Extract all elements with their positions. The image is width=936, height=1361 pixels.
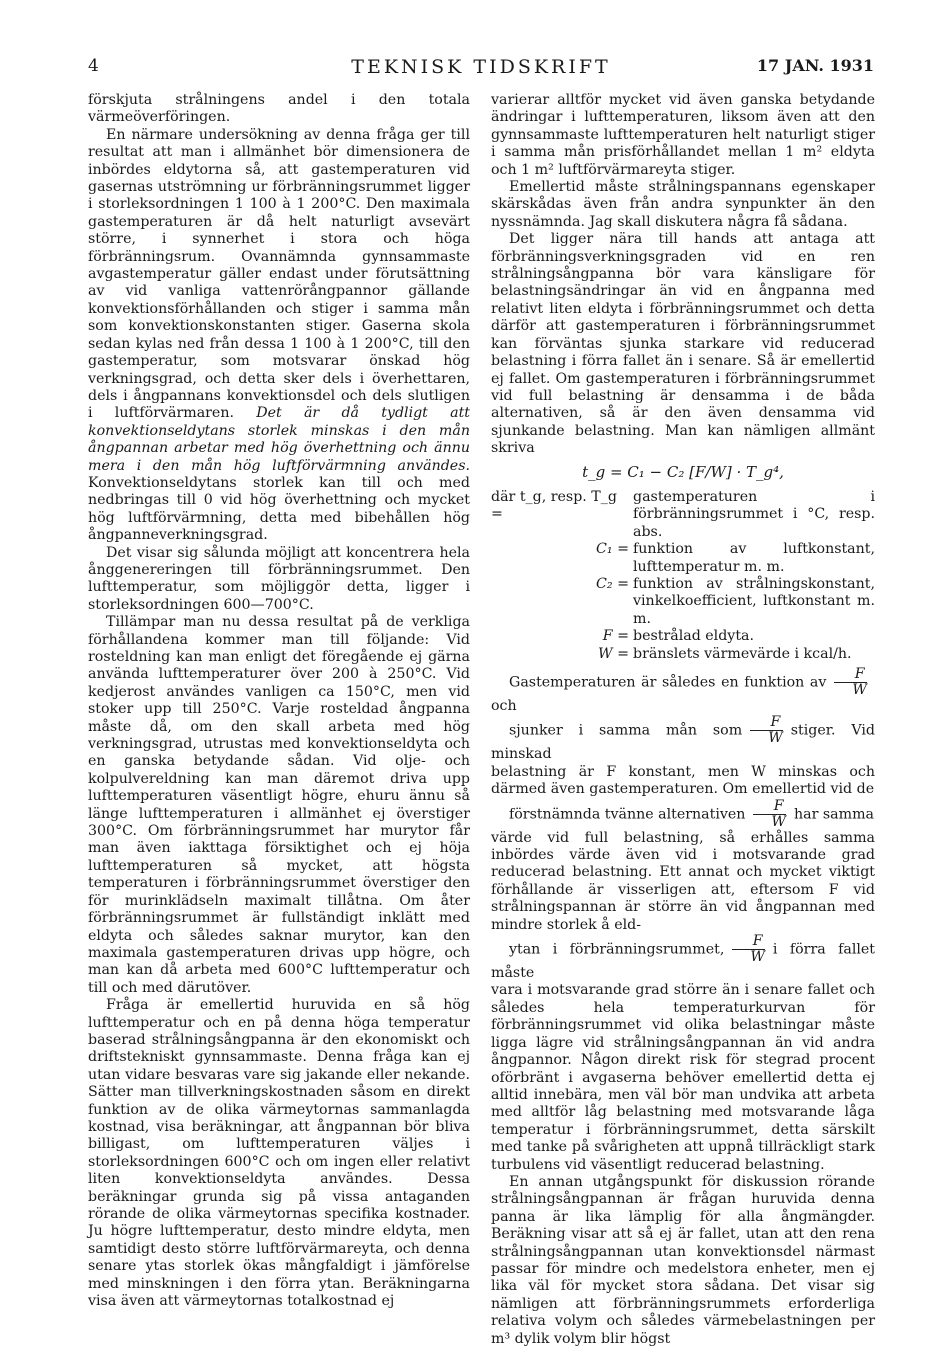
fraction-denominator: W <box>750 949 765 966</box>
paragraph: En annan utgångspunkt för diskussion rörande strålningsångpannan är frågan huruvida denna panna är lika lämplig för alla ångmängder. Beräkning visar att så ej är fallet, utan att den rena strålningsångpannan utan konvektionsdel närmast passar för mindre och medelstora enheter, men ej lika väl för mycket stora sådana. Det visar sig nämligen att förbränningsrummets erforderliga relativa volym och således värmebelastningen per m³ dylik volym blir högst <box>491 1173 875 1347</box>
definition-row <box>491 646 875 663</box>
issue-date: 17 JAN. 1931 <box>756 56 874 75</box>
paragraph: Det visar sig sålunda möjligt att koncentrera hela ånggenereringen till förbränningsrummet. Den lufttemperatur, som möjliggör detta, ligger i storleksordningen 600—700°C. <box>88 544 470 613</box>
fraction <box>753 799 786 830</box>
fraction <box>750 715 783 746</box>
text-line <box>491 667 875 715</box>
fraction <box>732 934 765 965</box>
paragraph-text: Konvektionseldytans storlek kan till och med nedbringas till 0 vid hög överhettning och mycket hög luftförvärmning, detta med bibehållen hög ångpanneverkningsgrad. <box>88 474 470 544</box>
definition-text: bestrålad eldyta. <box>633 628 754 645</box>
text-line <box>491 799 875 830</box>
definition-text: bränslets värmevärde i kcal/h. <box>633 645 852 662</box>
definition-row <box>491 576 875 628</box>
definition-text: gastemperaturen i förbränningsrummet i °C, resp. abs. <box>633 488 875 540</box>
emphasis-text: Det är då tydligt att konvektionseldytans storlek minskas i den mån ångpannan arbetar med hög överhettning och ännu mera i den mån hög luftförvärmning användes. <box>88 405 470 474</box>
text-line <box>491 934 875 982</box>
line-text: stiger. Vid minskad <box>491 722 875 763</box>
definition-symbol: W = <box>598 645 629 662</box>
definition-symbol: där t_g, resp. T_g = <box>491 488 617 523</box>
fraction-denominator: W <box>771 813 787 830</box>
paragraph-text: En närmare undersökning av denna fråga ger till resultat att man i allmänhet bör dimensionera de inbördes eldytorna så, att gastemperaturen vid gasernas utströmning ur förbränningsrummet ligger i storleksordningen 1 100 à 1 200°C. Den maximala gastemperaturen är då helt naturligt avsevärt större, i synnerhet i stora och höga förbränningsrum. Ovannämnda gynnsammaste avgastemperatur gäller endast under förutsättning av vid vanliga vattenrörångpannor gällande konvektionsförhållanden och stiger i samma mån som konvektionskonstanten stiger. Gaserna skola sedan kylas ned från dessa 1 100 à 1 200°C, till den gastemperatur, som motsvarar önskad hög verkningsgrad, och detta sker dels i överhettaren, dels i ångpannans konvektionsdel och dels slutligen i luftförvärmaren. <box>88 126 470 422</box>
fraction-numerator: F <box>732 934 765 950</box>
line-text: har samma <box>794 806 875 823</box>
line-text: i förra fallet måste <box>491 941 875 982</box>
fraction-denominator: W <box>768 730 783 747</box>
paragraph: förskjuta strålningens andel i den totala värmeöverföringen. <box>88 92 470 126</box>
line-text: och <box>491 698 517 714</box>
fraction <box>834 667 867 698</box>
definition-text: funktion av luftkonstant, lufttemperatur m. m. <box>633 541 875 575</box>
definition-symbol: F = <box>602 628 629 645</box>
definition-symbol: C₂ = <box>596 575 629 592</box>
definitions <box>491 489 875 663</box>
paragraph <box>88 127 470 545</box>
paragraph: Emellertid måste strålningspannans egenskaper skärskådas även från andra synpunkter än den nyssnämnda. Jag skall diskutera några få sådana. <box>491 179 875 230</box>
page-number: 4 <box>88 56 99 76</box>
fraction-numerator: F <box>834 667 867 683</box>
paragraph: belastning är F konstant, men W minskas och därmed även gastemperaturen. Om emellertid vid de <box>491 763 875 798</box>
line-text: förstnämnda tvänne alternativen <box>509 806 746 823</box>
line-text: sjunker i samma mån som <box>509 722 743 739</box>
right-column <box>491 92 875 1348</box>
fraction-denominator: W <box>852 682 867 698</box>
line-text: ytan i förbränningsrummet, <box>509 941 725 958</box>
paragraph: vara i motsvarande grad större än i senare fallet och således hela temperaturkurvan för förbränningsrummet vid olika belastningar måste ligga lägre vid strålningsångpannan än vid andra ångpannor. Någon direkt risk för stegrad procent oförbränt i avgaserna behöver emellertid detta ej alltid innebära, men väl bör man undvika att arbeta med alltför låg belastning med motsvarande låga temperatur i förbränningsrummet, detta särskilt med tanke på svårigheten att uppnå tillräckligt stark turbulens vid väsentligt reducerad belastning. <box>491 982 875 1173</box>
left-column <box>88 92 470 1310</box>
formula: t_g = C₁ − C₂ [F/W] · T_g⁴, <box>582 462 784 481</box>
definition-text: funktion av strålningskonstant, vinkelkoefficient, luftkonstant m. m. <box>633 575 875 627</box>
definition-symbol: C₁ = <box>596 541 629 558</box>
paragraph: värde vid full belastning, så erhålles samma inbördes värde även vid i motsvarande grad reducerad belastning. Ett annat och mycket viktigt förhållande är visserligen att, eftersom F vid strålningspannan är större än vid ångpannan med mindre storlek å eld- <box>491 829 875 933</box>
definition-row <box>491 489 875 541</box>
paragraph: Fråga är emellertid huruvida en så hög lufttemperatur och en på denna höga temperatur baserad strålningsångpanna är den ekonomiskt och driftstekniskt gynnsammaste. Denna fråga kan ej utan vidare besvaras vare sig jakande eller nekande. Sätter man tillverkningskostnaden såsom en direkt funktion av de olika värmeytornas sammanlagda kostnad, visa beräkningar, att ångpannan bör bliva billigast, om lufttemperaturen väljes i storleksordningen 600°C och om ingen eller relativt liten konvektionseldyta användes. Dessa beräkningar grunda sig på vissa antaganden rörande de olika värmeytornas specifika kostnader. Ju högre lufttemperatur, desto mindre eldyta, men samtidigt desto större luftförvärmareyta, och denna senare ytas storlek ökas mångfaldigt i jämförelse med minskningen i den förra ytan. Beräkningarna visa även att värmeytornas totalkostnad ej <box>88 997 470 1310</box>
journal-title: TEKNISK TIDSKRIFT <box>351 56 611 78</box>
fraction-numerator: F <box>750 715 783 731</box>
definition-row <box>491 628 875 645</box>
paragraph: Tillämpar man nu dessa resultat på de verkliga förhållandena kommer man till följande: Vid rosteldning kan man enligt det föregående ej gärna använda lufttemperaturer över 200 à 250°C. Vid kedjerost användes vanligen ca 150°C, men vid stoker upp till 250°C. Varje rosteldad ångpanna måste då, om den skall arbeta med hög verkningsgrad, utrustas med konvektionseldyta och en ganska betydande sådan. Vid olje- och kolpulvereldning kan man däremot driva upp lufttemperaturen väsentligt högre, ehuru ännu så länge lufttemperaturen i allmänhet ej överstiger 300°C. Om förbränningsrummet har murytor får man även iakttaga försiktighet och ej höja lufttemperaturen så mycket, att högsta temperaturen i förbränningsrummet överstiger den för murinklädseln maximalt tillåtna. Om åter förbränningsrummet är fullständigt inklätt med eldyta och således saknar murytor, kan den maximala gastemperaturen drivas upp högre, och man kan då arbeta med 600°C lufttemperatur och till och med därutöver. <box>88 614 470 996</box>
paragraph: varierar alltför mycket vid även ganska betydande ändringar i lufttemperaturen, liksom även att den gynnsammaste lufttemperaturen helt naturligt stiger i samma mån prisförhållandet mellan 1 m² eldyta och 1 m² luftförvärmareyta stiger. <box>491 92 875 178</box>
paragraph: Det ligger nära till hands att antaga att förbränningsverkningsgraden vid en ren strålningsångpanna bör vara känsligare för belastningsändringar än vid en ångpanna med relativt liten eldyta i förbränningsrummet och detta därför att gastemperaturen i förbränningsrummet kan förväntas sjunka starkare vid reducerad belastning i förra fallet än i senare. Så är emellertid ej fallet. Om gastemperaturen i förbränningsrummet vid full belastning är densamma i de båda alternativen, så är den även densamma vid sjunkande belastning. Man kan nämligen allmänt skriva <box>491 231 875 457</box>
fraction-numerator: F <box>753 799 786 815</box>
page-header <box>88 56 874 80</box>
definition-row <box>491 541 875 576</box>
line-text: Gastemperaturen är således en funktion av <box>509 674 827 691</box>
text-line <box>491 715 875 763</box>
